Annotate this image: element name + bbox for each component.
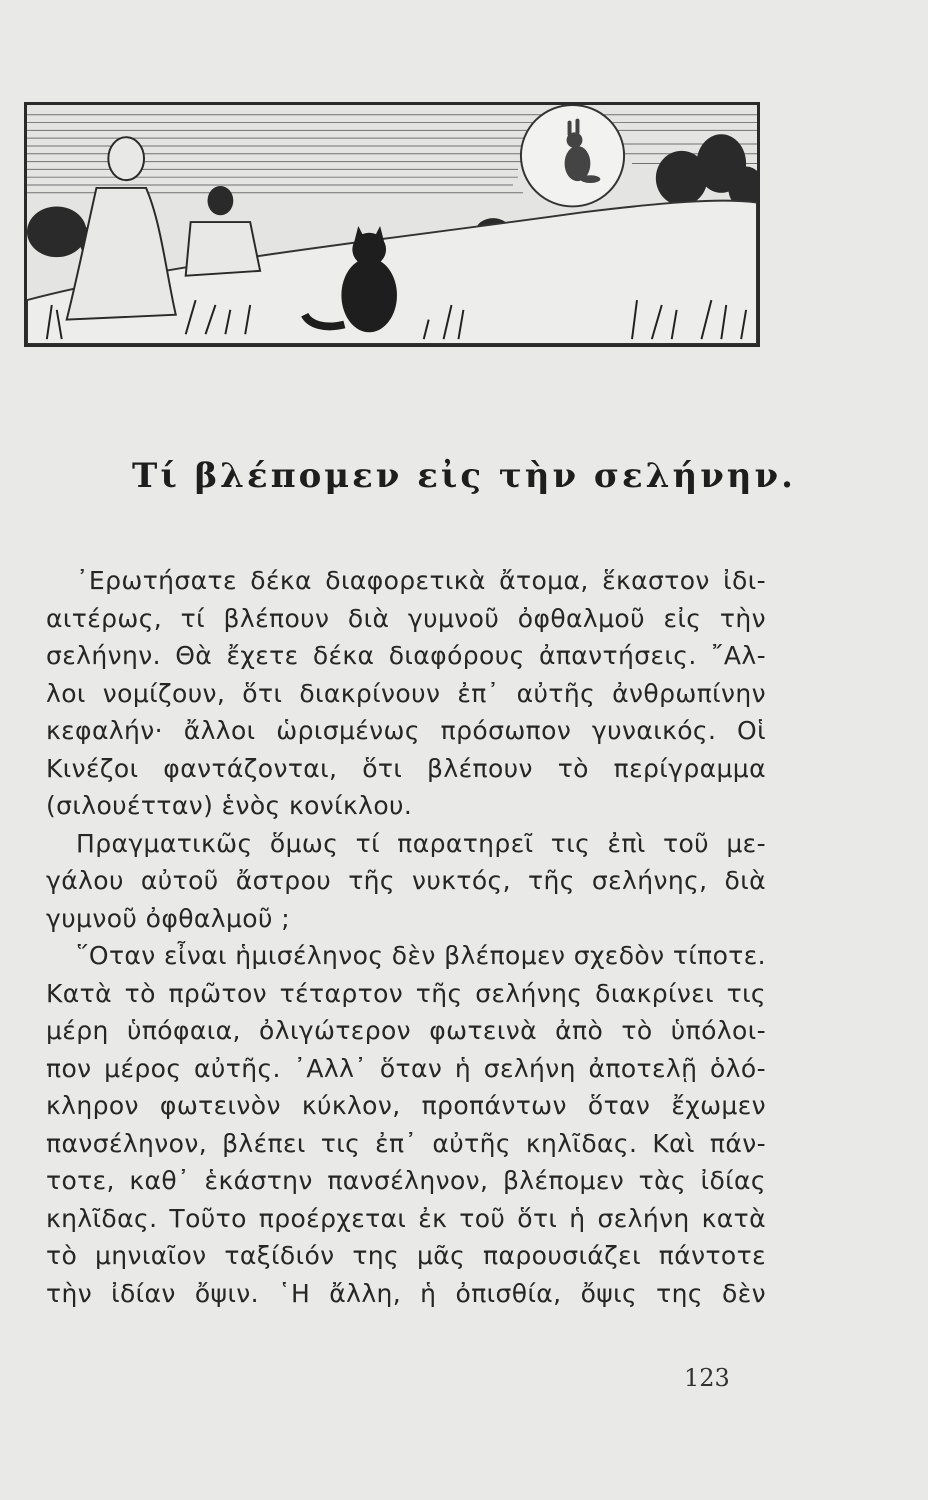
text-line: πον μέρος αὐτῆς. ᾿Αλλ᾿ ὅταν ἡ σελήνη ἀποτελῇ ὁλό- xyxy=(46,1053,766,1083)
text-line: τοτε, καθ᾿ ἑκάστην πανσέληνον, βλέπομεν τὰς ἰδίας xyxy=(46,1166,766,1195)
chapter-illustration xyxy=(24,102,760,347)
chapter-title: Τί βλέπομεν εἰς τὴν σελήνην. xyxy=(132,456,796,496)
text-line: σελήνην. Θὰ ἔχετε δέκα διαφόρους ἀπαντήσεις. ῎Αλ- xyxy=(46,641,766,670)
text-line: (σιλουέτταν) ἑνὸς κονίκλου. xyxy=(46,791,413,820)
text-line: μέρη ὑπόφαια, ὀλιγώτερον φωτεινὰ ἀπὸ τὸ ὑπόλοι- xyxy=(46,1016,766,1045)
text-line: αιτέρως, τί βλέπουν διὰ γυμνοῦ ὀφθαλμοῦ εἰς τὴν xyxy=(46,603,766,633)
text-line: Κατὰ τὸ πρῶτον τέταρτον τῆς σελήνης διακρίνει τις xyxy=(46,978,766,1008)
text-line: λοι νομίζουν, ὅτι διακρίνουν ἐπ᾿ αὐτῆς ἀνθρωπίνην xyxy=(46,678,766,708)
body-text xyxy=(46,562,766,1312)
text-line: ᾿Ερωτήσατε δέκα διαφορετικὰ ἄτομα, ἕκαστον ἰδι- xyxy=(76,566,766,595)
text-line: Πραγματικῶς ὅμως τί παρατηρεῖ τις ἐπὶ τοῦ με- xyxy=(76,828,766,858)
text-line: κεφαλήν· ἄλλοι ὡρισμένως πρόσωπον γυναικός. Οἱ xyxy=(46,716,766,745)
text-line: γάλου αὐτοῦ ἄστρου τῆς νυκτός, τῆς σελήνης, διὰ xyxy=(46,866,766,895)
moon-rabbit-illustration-icon xyxy=(27,105,757,344)
text-line: κηλῖδας. Τοῦτο προέρχεται ἐκ τοῦ ὅτι ἡ σελήνη κατὰ xyxy=(46,1203,766,1233)
text-line: τὴν ἰδίαν ὄψιν. ῾Η ἄλλη, ἡ ὀπισθία, ὄψις της δὲν xyxy=(46,1278,766,1308)
text-line: τὸ μηνιαῖον ταξίδιόν της μᾶς παρουσιάζει πάντοτε xyxy=(46,1241,766,1270)
text-line: ῞Οταν εἶναι ἡμισέληνος δὲν βλέπομεν σχεδὸν τίποτε. xyxy=(76,941,766,970)
page-number: 123 xyxy=(684,1364,730,1392)
text-line: γυμνοῦ ὀφθαλμοῦ ; xyxy=(46,903,291,933)
text-line: Κινέζοι φαντάζονται, ὅτι βλέπουν τὸ περίγραμμα xyxy=(46,753,766,783)
text-line: πανσέληνον, βλέπει τις ἐπ᾿ αὐτῆς κηλῖδας. Καὶ πάν- xyxy=(46,1128,766,1158)
text-line: κληρον φωτεινὸν κύκλον, προπάντων ὅταν ἔχωμεν xyxy=(46,1091,766,1120)
